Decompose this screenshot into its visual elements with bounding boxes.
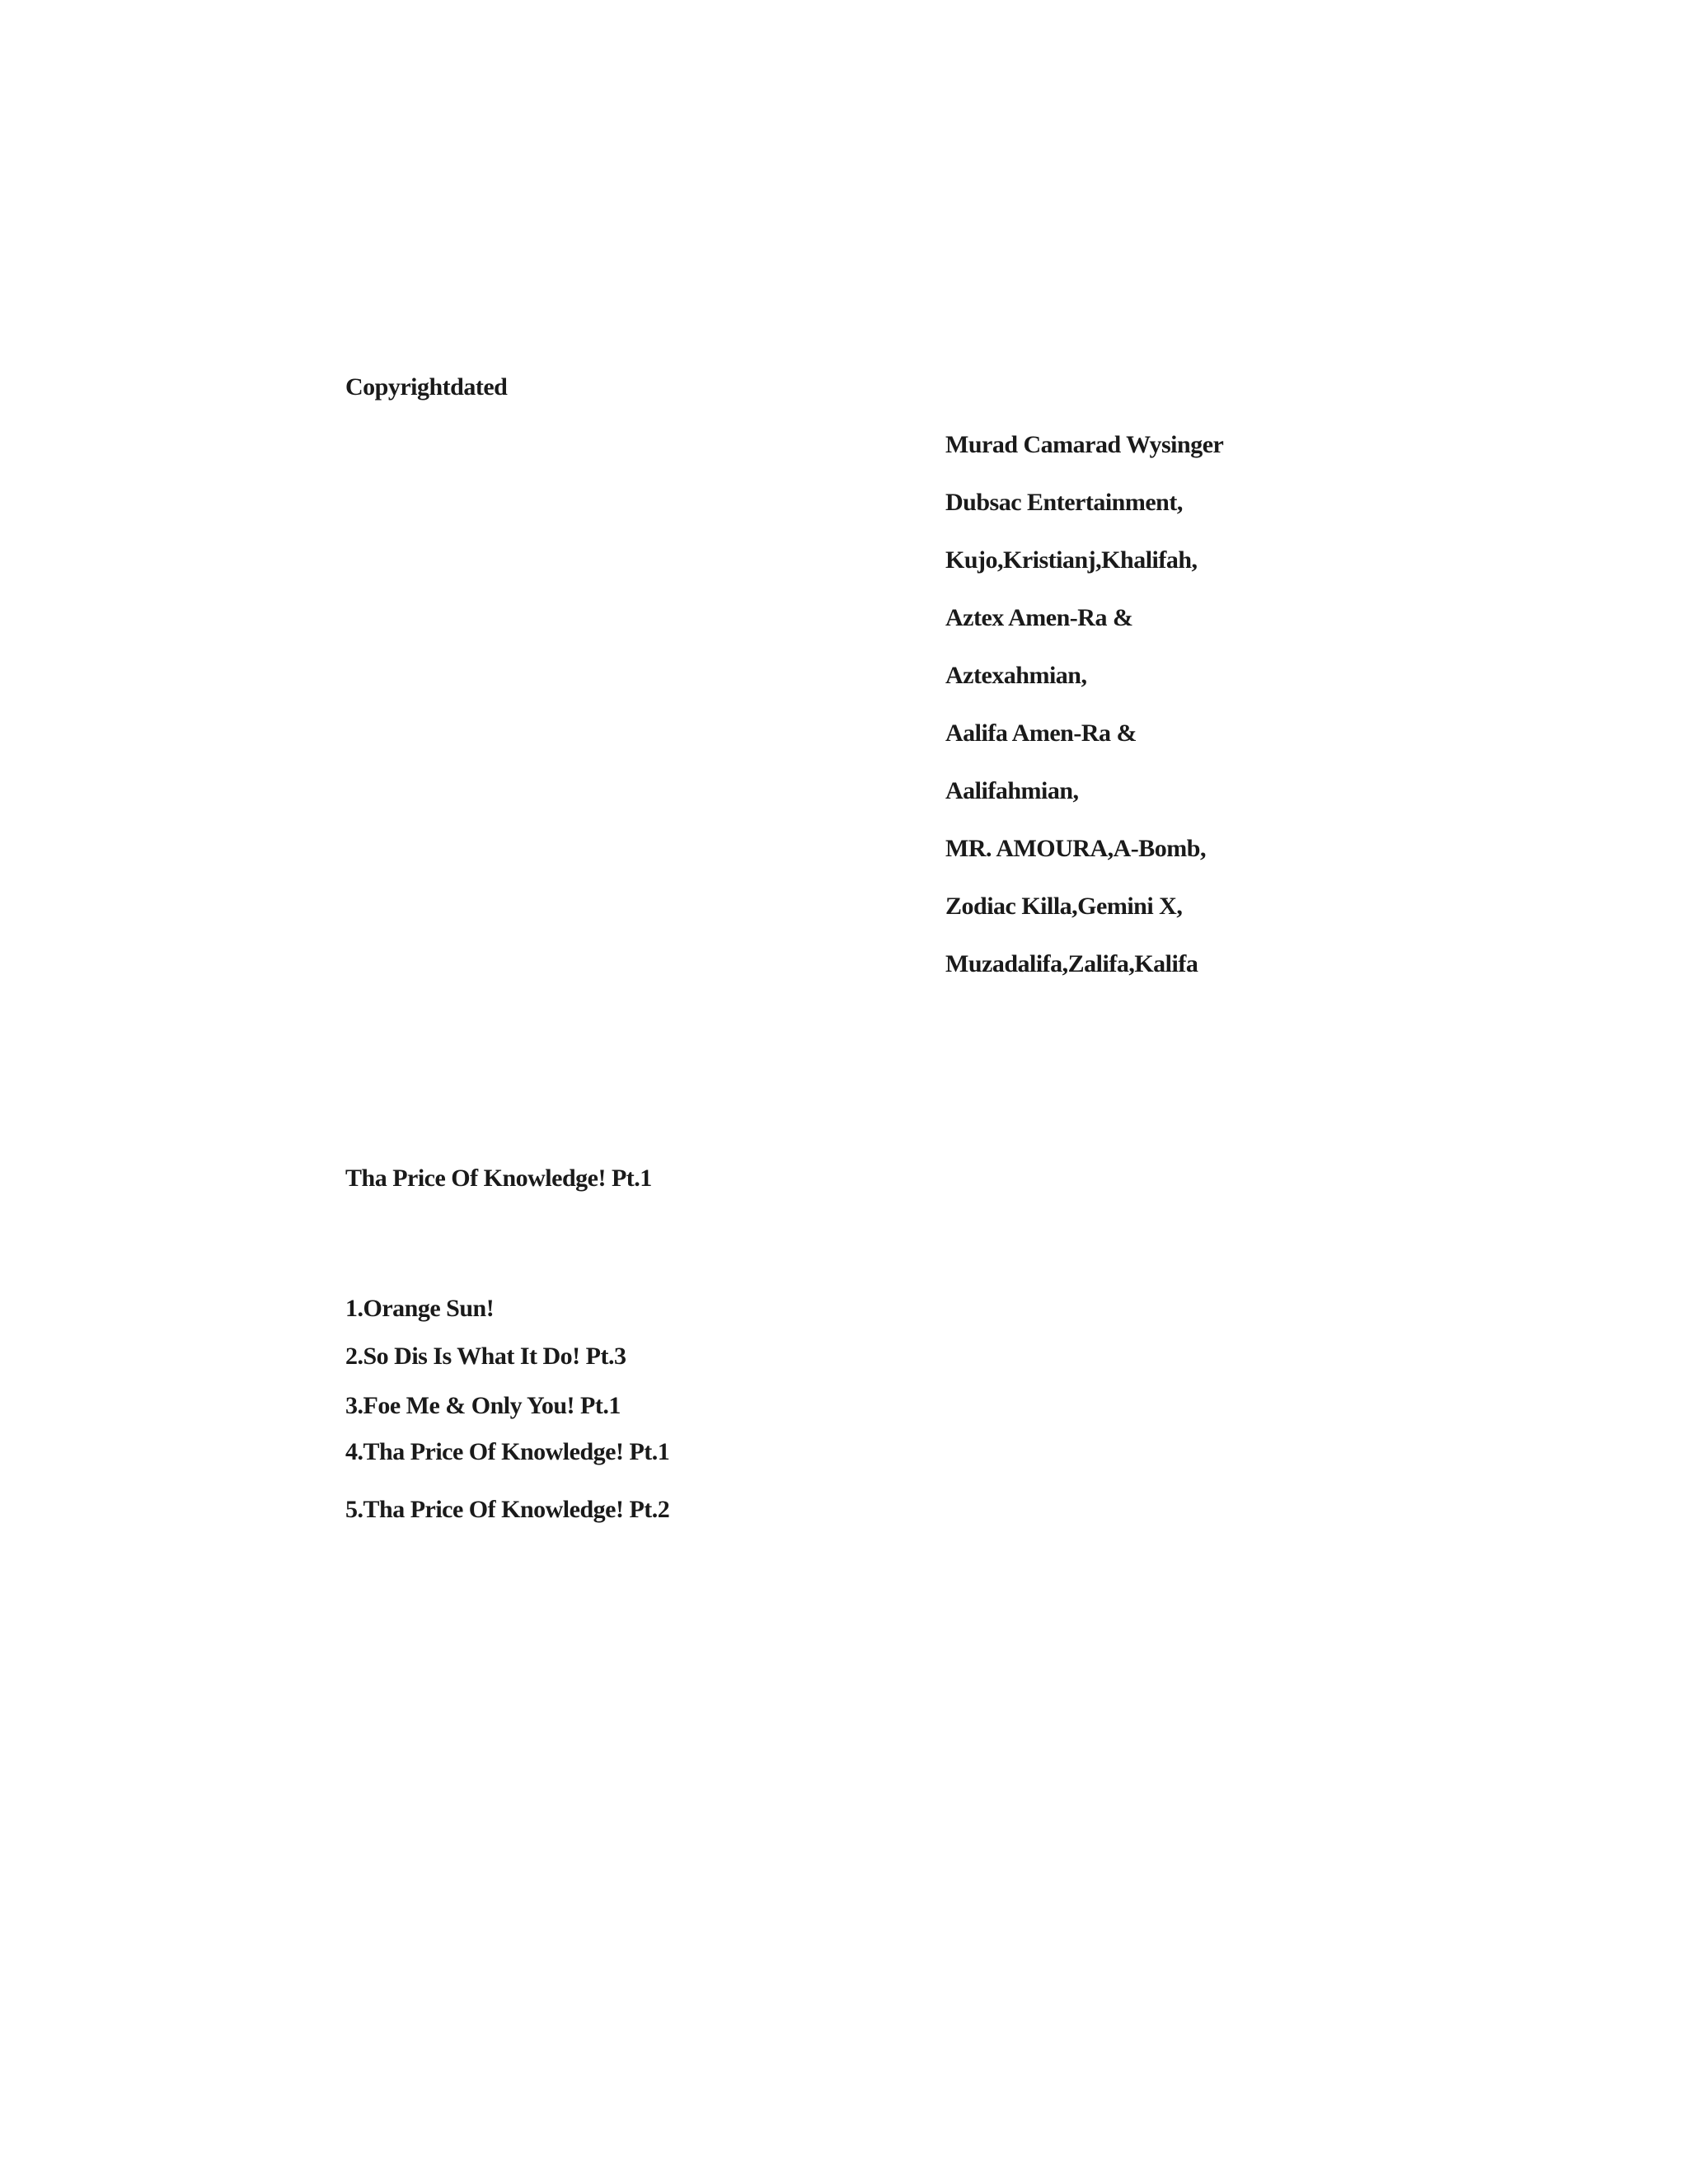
- album-title: Tha Price Of Knowledge! Pt.1: [345, 1165, 652, 1192]
- copyright-label: Copyrightdated: [345, 373, 508, 401]
- credit-line: Aztex Amen-Ra &: [945, 604, 1133, 631]
- track-item: 1.Orange Sun!: [345, 1295, 495, 1322]
- credit-line: Aalifa Amen-Ra &: [945, 719, 1137, 747]
- credits-block: [945, 430, 1223, 1007]
- track-item: 2.So Dis Is What It Do! Pt.3: [345, 1343, 626, 1370]
- credit-line: Aztexahmian,: [945, 662, 1087, 689]
- credit-line: Zodiac Killa,Gemini X,: [945, 893, 1183, 920]
- credit-line: Muzadalifa,Zalifa,Kalifa: [945, 950, 1198, 977]
- credit-line: Aalifahmian,: [945, 777, 1079, 804]
- credit-line: MR. AMOURA,A-Bomb,: [945, 835, 1206, 862]
- credit-line: Murad Camarad Wysinger: [945, 431, 1224, 458]
- credit-line: Kujo,Kristianj,Khalifah,: [945, 546, 1198, 574]
- track-list: [345, 1294, 669, 1525]
- track-item: 3.Foe Me & Only You! Pt.1: [345, 1392, 621, 1419]
- track-item: 4.Tha Price Of Knowledge! Pt.1: [345, 1438, 670, 1465]
- credit-line: Dubsac Entertainment,: [945, 489, 1183, 516]
- track-item: 5.Tha Price Of Knowledge! Pt.2: [345, 1496, 670, 1523]
